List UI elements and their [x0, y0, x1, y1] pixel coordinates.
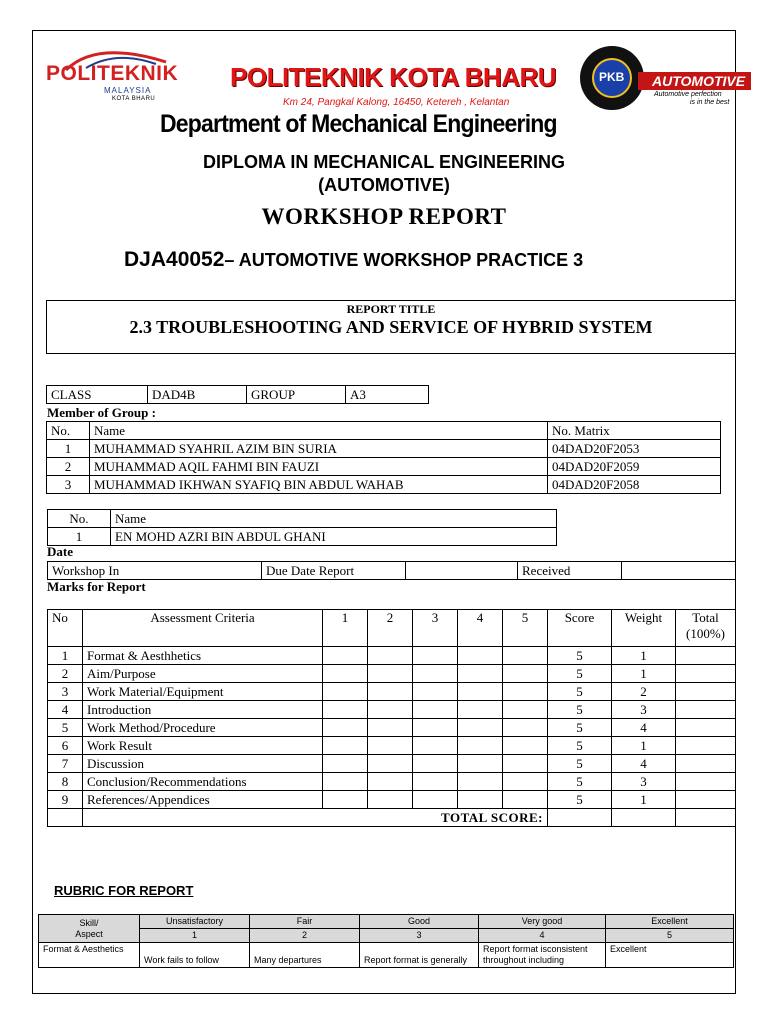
course-title [124, 248, 583, 272]
lecturer-no: 1 [48, 528, 111, 546]
rubric-table [38, 914, 734, 968]
col-header-score: Score [548, 610, 612, 647]
pkb-automotive-logo [578, 46, 746, 112]
row-no: 7 [48, 755, 83, 773]
col-header-1: 1 [323, 610, 368, 647]
row-criteria: Discussion [83, 755, 323, 773]
row-total [676, 719, 736, 737]
row-weight: 1 [612, 647, 676, 665]
report-type-title: WORKSHOP REPORT [261, 204, 507, 229]
row-criteria: Conclusion/Recommendations [83, 773, 323, 791]
rubric-level-header: Good [360, 915, 479, 929]
row-score: 5 [548, 791, 612, 809]
row-total [676, 755, 736, 773]
rubric-level-number: 5 [606, 929, 734, 943]
row-no: 3 [48, 683, 83, 701]
col-header-name: Name [90, 422, 548, 440]
table-header-row [47, 422, 721, 440]
member-name: MUHAMMAD AQIL FAHMI BIN FAUZI [90, 458, 548, 476]
table-row [48, 791, 736, 809]
table-row [48, 665, 736, 683]
rubric-level-header: Unsatisfactory [140, 915, 250, 929]
rubric-level-header: Fair [250, 915, 360, 929]
row-score: 5 [548, 701, 612, 719]
rubric-number-row [39, 929, 734, 943]
date-label: Date [47, 544, 73, 559]
lecturer-table [47, 509, 557, 546]
total-score-row [48, 809, 736, 827]
member-no: 1 [47, 440, 90, 458]
table-row [48, 683, 736, 701]
dates-table [47, 561, 736, 580]
row-weight: 2 [612, 683, 676, 701]
col-header-weight: Weight [612, 610, 676, 647]
row-no: 8 [48, 773, 83, 791]
col-header-3: 3 [413, 610, 458, 647]
row-total [676, 647, 736, 665]
col-header-4: 4 [458, 610, 503, 647]
rubric-level-number: 4 [479, 929, 606, 943]
table-row [47, 476, 721, 494]
diploma-title-line1: DIPLOMA IN MECHANICAL ENGINEERING [202, 152, 565, 172]
members-label: Member of Group : [47, 405, 156, 420]
row-total [676, 737, 736, 755]
pkb-badge-icon [580, 46, 644, 110]
member-no: 3 [47, 476, 90, 494]
table-header-row [48, 610, 736, 647]
marks-label: Marks for Report [47, 579, 146, 594]
row-weight: 1 [612, 791, 676, 809]
total-header-line1: Total [692, 610, 719, 625]
table-row [48, 773, 736, 791]
col-header-2: 2 [368, 610, 413, 647]
row-score: 5 [548, 755, 612, 773]
rubric-title: RUBRIC FOR REPORT [54, 883, 194, 898]
group-label: GROUP [247, 386, 346, 404]
col-header-criteria: Assessment Criteria [83, 610, 323, 647]
rubric-cell: Work fails to follow [140, 943, 250, 968]
total-header-line2: (100%) [686, 626, 725, 641]
row-no: 5 [48, 719, 83, 737]
rubric-level-number: 1 [140, 929, 250, 943]
members-table [46, 421, 721, 494]
member-name: MUHAMMAD SYAHRIL AZIM BIN SURIA [90, 440, 548, 458]
workshop-in-label: Workshop In [48, 562, 262, 580]
rubric-aspect: Format & Aesthetics [39, 943, 140, 968]
due-date-label: Due Date Report [262, 562, 406, 580]
received-value [622, 562, 736, 580]
member-matrix: 04DAD20F2058 [548, 476, 721, 494]
class-label: CLASS [47, 386, 148, 404]
school-name: POLITEKNIK KOTA BHARU [230, 62, 557, 92]
pkb-automotive-banner: AUTOMOTIVE [638, 72, 751, 90]
row-weight: 3 [612, 701, 676, 719]
row-no: 1 [48, 647, 83, 665]
row-criteria: Work Material/Equipment [83, 683, 323, 701]
rubric-skill-header [39, 915, 140, 943]
course-name: – AUTOMOTIVE WORKSHOP PRACTICE 3 [224, 250, 584, 270]
pkb-tagline-2: is in the best [690, 99, 730, 106]
row-score: 5 [548, 647, 612, 665]
col-header-name: Name [111, 510, 557, 528]
row-total [676, 701, 736, 719]
member-matrix: 04DAD20F2053 [548, 440, 721, 458]
row-score: 5 [548, 665, 612, 683]
col-header-matrix: No. Matrix [548, 422, 721, 440]
col-header-no: No. [48, 510, 111, 528]
rubric-level-number: 2 [250, 929, 360, 943]
rubric-level-number: 3 [360, 929, 479, 943]
marks-table [47, 609, 736, 827]
row-no: 9 [48, 791, 83, 809]
logo-subtitle: MALAYSIA [104, 86, 152, 95]
group-value: A3 [346, 386, 429, 404]
row-weight: 1 [612, 737, 676, 755]
row-weight: 4 [612, 719, 676, 737]
rubric-header-row [39, 915, 734, 929]
rubric-level-header: Excellent [606, 915, 734, 929]
row-total [676, 773, 736, 791]
department-title: Department of Mechanical Engineering [160, 108, 557, 138]
rubric-cell: Report format isconsistent throughout including [479, 943, 606, 968]
col-header-no: No. [47, 422, 90, 440]
row-no: 4 [48, 701, 83, 719]
row-no: 6 [48, 737, 83, 755]
row-criteria: References/Appendices [83, 791, 323, 809]
total-score-value [548, 809, 612, 827]
row-score: 5 [548, 719, 612, 737]
pkb-tagline-1: Automotive perfection [654, 91, 722, 98]
rubric-cell: Excellent [606, 943, 734, 968]
table-row [48, 528, 557, 546]
table-row [48, 719, 736, 737]
total-score-label: TOTAL SCORE: [83, 809, 548, 827]
pkb-badge-text: PKB [599, 70, 625, 84]
row-criteria: Format & Aesthhetics [83, 647, 323, 665]
row-criteria: Work Method/Procedure [83, 719, 323, 737]
rubric-skill-line2: Aspect [75, 928, 103, 939]
row-total [676, 683, 736, 701]
received-label: Received [518, 562, 622, 580]
member-no: 2 [47, 458, 90, 476]
report-title-label: REPORT TITLE [346, 302, 436, 316]
member-name: MUHAMMAD IKHWAN SYAFIQ BIN ABDUL WAHAB [90, 476, 548, 494]
row-criteria: Aim/Purpose [83, 665, 323, 683]
politeknik-malaysia-logo [46, 44, 179, 106]
row-score: 5 [548, 737, 612, 755]
table-row [48, 737, 736, 755]
row-total [676, 665, 736, 683]
row-weight: 1 [612, 665, 676, 683]
table-row [47, 458, 721, 476]
row-criteria: Introduction [83, 701, 323, 719]
row-score: 5 [548, 773, 612, 791]
row-criteria: Work Result [83, 737, 323, 755]
course-code: DJA40052 [124, 248, 225, 271]
row-score: 5 [548, 683, 612, 701]
logo-location: KOTA BHARU [112, 96, 156, 102]
table-row [39, 943, 734, 968]
table-row [48, 755, 736, 773]
rubric-level-header: Very good [479, 915, 606, 929]
rubric-cell: Many departures [250, 943, 360, 968]
class-value: DAD4B [148, 386, 247, 404]
school-address: Km 24, Pangkal Kalong, 16450, Ketereh , Kelantan [283, 97, 510, 108]
col-header-no: No [48, 610, 83, 647]
due-date-value [406, 562, 518, 580]
table-header-row [48, 510, 557, 528]
rubric-cell: Report format is generally [360, 943, 479, 968]
diploma-title-line2: (AUTOMOTIVE) [318, 175, 450, 195]
table-row [47, 440, 721, 458]
col-header-total [676, 610, 736, 647]
logo-wordmark: POLITEKNIK [46, 62, 179, 85]
class-group-table [46, 385, 429, 404]
rubric-skill-line1: Skill/ [79, 917, 99, 928]
table-row [48, 647, 736, 665]
row-no: 2 [48, 665, 83, 683]
report-title-text: 2.3 TROUBLESHOOTING AND SERVICE OF HYBRID SYSTEM [129, 317, 653, 337]
lecturer-name: EN MOHD AZRI BIN ABDUL GHANI [111, 528, 557, 546]
col-header-5: 5 [503, 610, 548, 647]
member-matrix: 04DAD20F2059 [548, 458, 721, 476]
report-title-box [46, 300, 736, 354]
row-weight: 3 [612, 773, 676, 791]
table-row [48, 701, 736, 719]
row-total [676, 791, 736, 809]
row-weight: 4 [612, 755, 676, 773]
